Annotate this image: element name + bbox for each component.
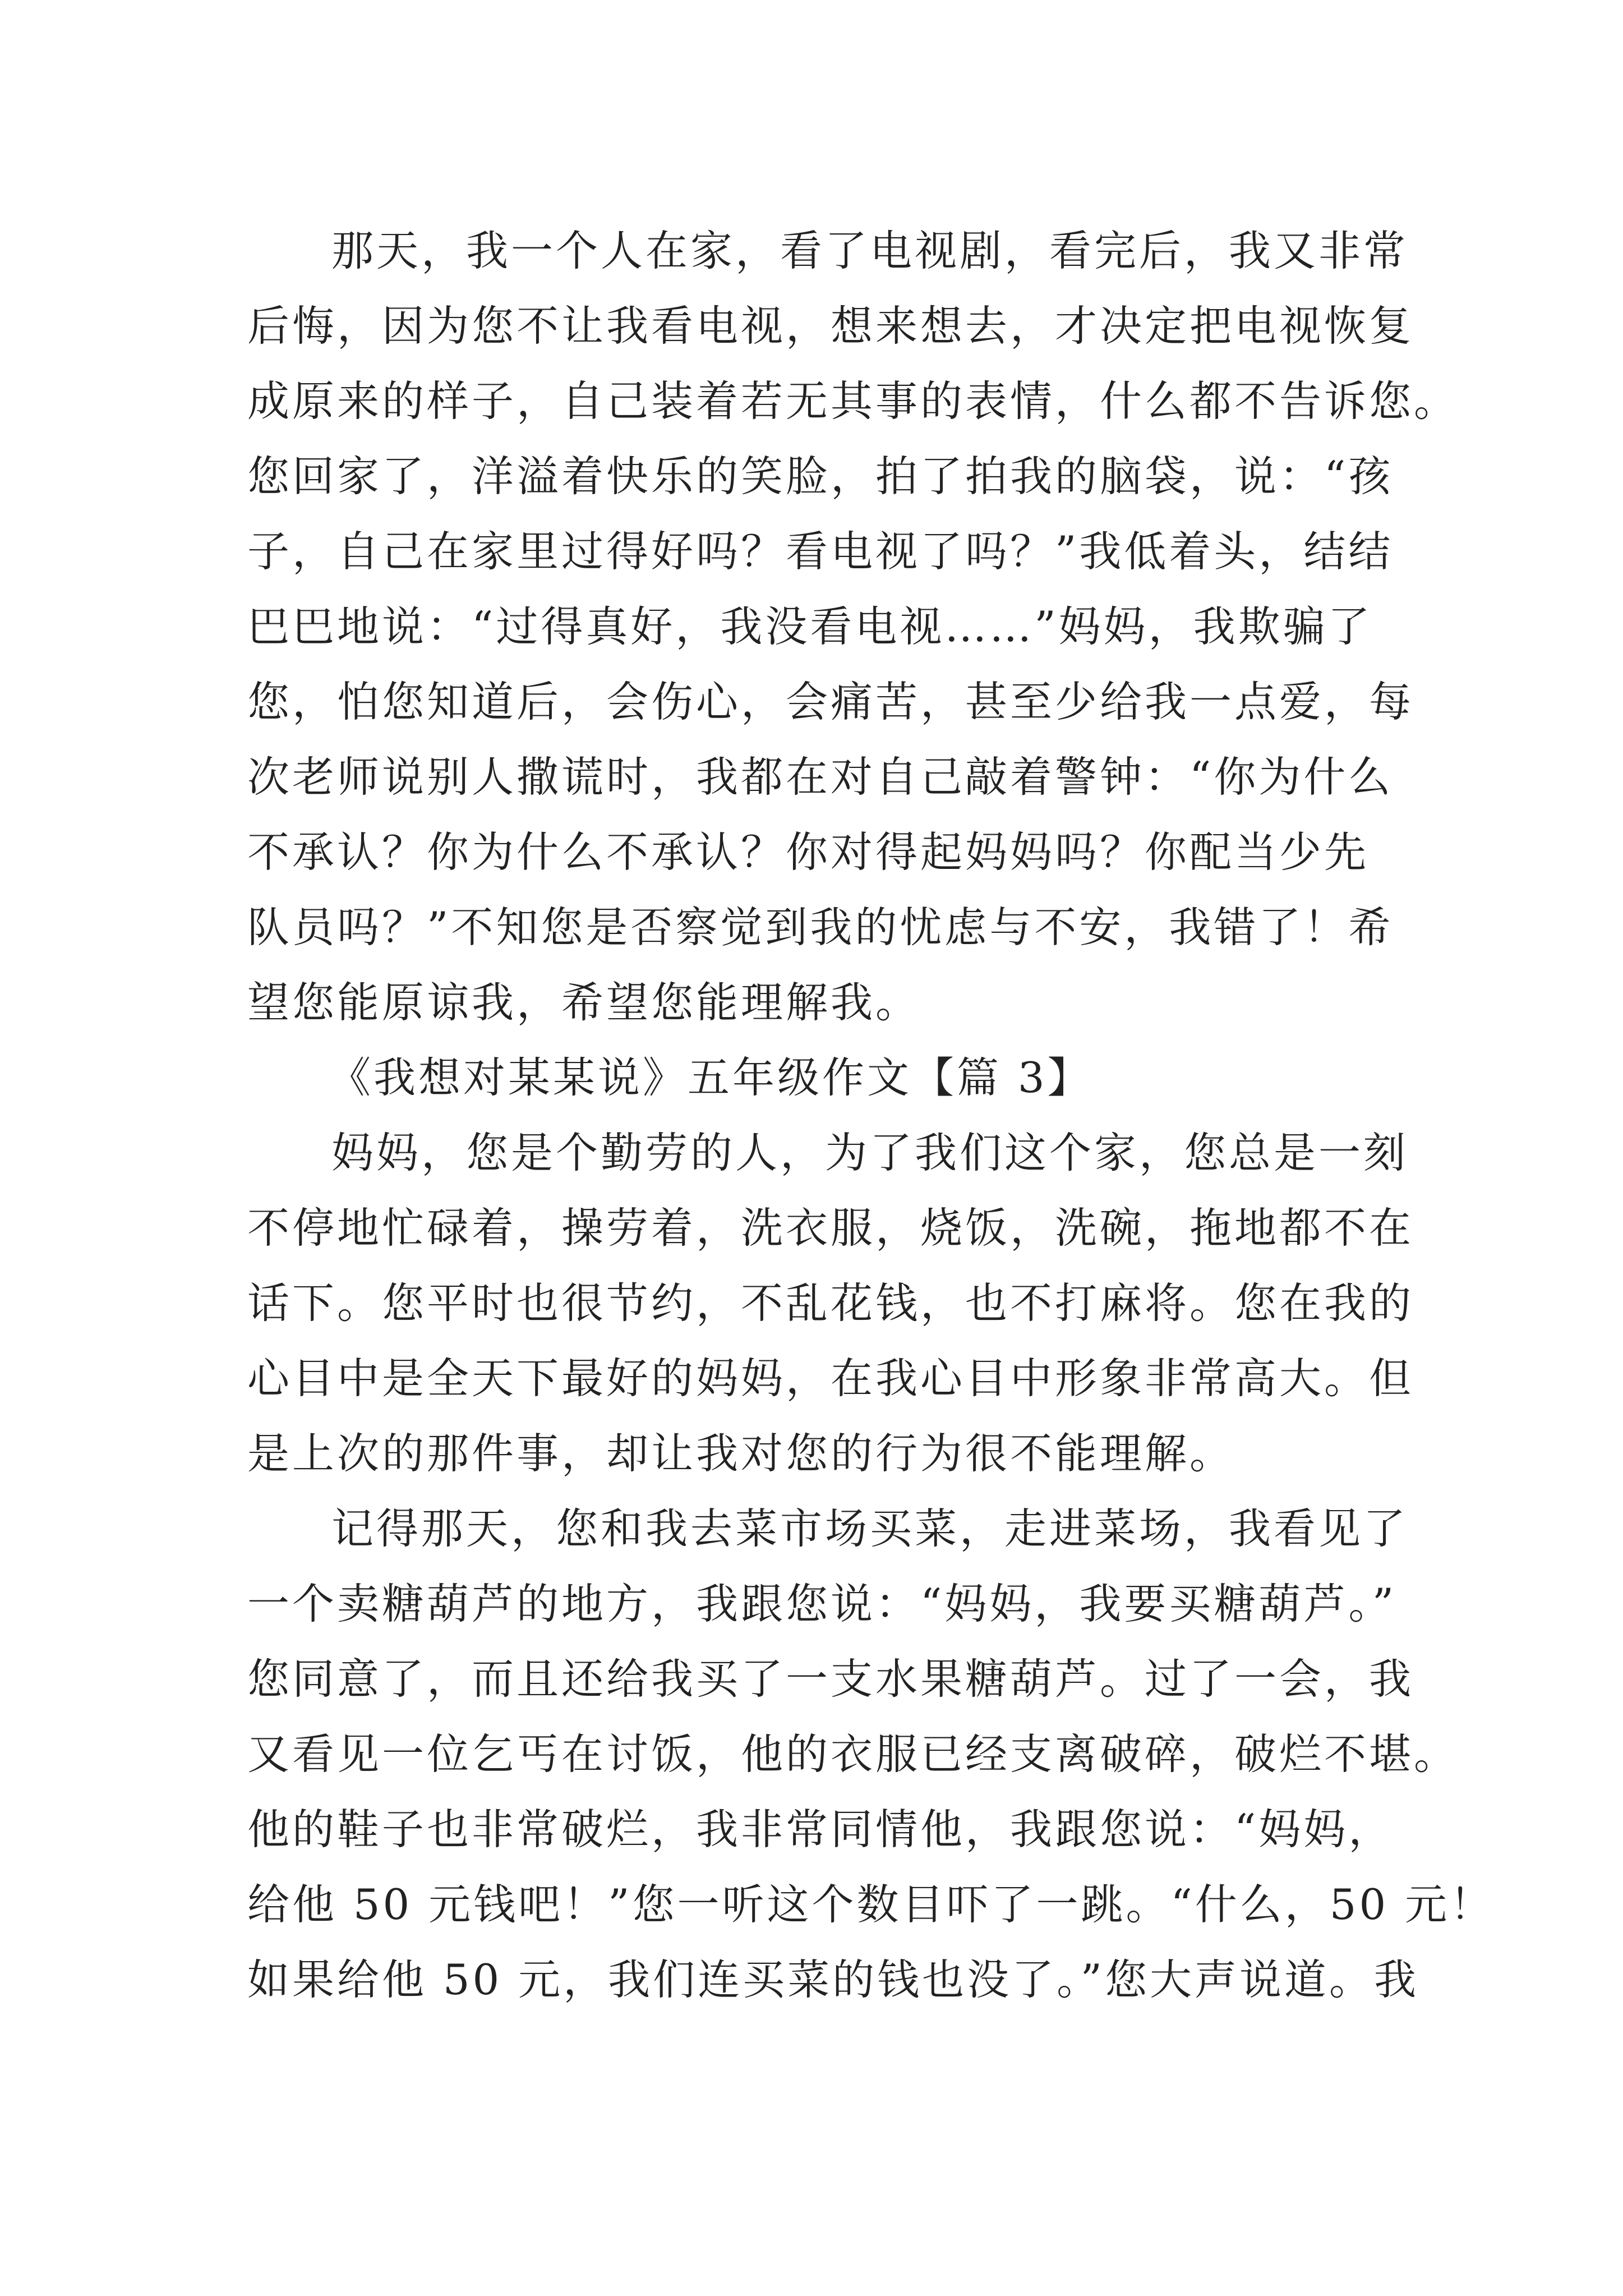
paragraph-1-line-5: 子，自己在家里过得好吗？看电视了吗？”我低着头，结结 (247, 527, 1394, 576)
paragraph-1-line-2: 后悔，因为您不让我看电视，想来想去，才决定把电视恢复 (247, 301, 1414, 351)
paragraph-1-line-10: 队员吗？”不知您是否察觉到我的忧虑与不安，我错了！希 (247, 903, 1394, 952)
paragraph-2-line-1: 妈妈，您是个勤劳的人，为了我们这个家，您总是一刻 (331, 1128, 1409, 1177)
paragraph-1-line-6: 巴巴地说：“过得真好，我没看电视……”妈妈，我欺骗了 (247, 602, 1373, 651)
paragraph-3-line-4: 又看见一位乞丐在讨饭，他的衣服已经支离破碎，破烂不堪。 (247, 1729, 1459, 1779)
paragraph-3-line-1: 记得那天，您和我去菜市场买菜，走进菜场，我看见了 (331, 1504, 1409, 1553)
paragraph-3-line-5: 他的鞋子也非常破烂，我非常同情他，我跟您说：“妈妈， (247, 1805, 1394, 1854)
paragraph-3-line-3: 您同意了，而且还给我买了一支水果糖葫芦。过了一会，我 (247, 1654, 1414, 1704)
paragraph-2-line-3: 话下。您平时也很节约，不乱花钱，也不打麻将。您在我的 (247, 1278, 1414, 1328)
paragraph-1-line-3: 成原来的样子，自己装着若无其事的表情，什么都不告诉您。 (247, 376, 1459, 426)
paragraph-1-line-9: 不承认？你为什么不承认？你对得起妈妈吗？你配当少先 (247, 827, 1370, 877)
paragraph-2-line-4: 心目中是全天下最好的妈妈，在我心目中形象非常高大。但 (247, 1354, 1414, 1403)
paragraph-3-line-7: 如果给他 50 元，我们连买菜的钱也没了。”您大声说道。我 (247, 1955, 1419, 2004)
document-body (247, 213, 1495, 2017)
paragraph-3-line-2: 一个卖糖葫芦的地方，我跟您说：“妈妈，我要买糖葫芦。” (247, 1579, 1397, 1628)
paragraph-1-line-11: 望您能原谅我，希望您能理解我。 (247, 978, 921, 1027)
paragraph-1-line-7: 您，怕您知道后，会伤心，会痛苦，甚至少给我一点爱，每 (247, 677, 1414, 726)
paragraph-1-line-1: 那天，我一个人在家，看了电视剧，看完后，我又非常 (331, 226, 1409, 275)
paragraph-3-line-6: 给他 50 元钱吧！”您一听这个数目吓了一跳。“什么，50 元！ (247, 1880, 1495, 1929)
paragraph-2-line-2: 不停地忙碌着，操劳着，洗衣服，烧饭，洗碗，拖地都不在 (247, 1203, 1414, 1253)
paragraph-1-line-4: 您回家了，洋溢着快乐的笑脸，拍了拍我的脑袋，说：“孩 (247, 452, 1394, 501)
paragraph-2-line-5: 是上次的那件事，却让我对您的行为很不能理解。 (247, 1429, 1235, 1478)
section-heading: 《我想对某某说》五年级作文【篇 3】 (329, 1053, 1092, 1102)
paragraph-1-line-8: 次老师说别人撒谎时，我都在对自己敲着警钟：“你为什么 (247, 752, 1394, 802)
